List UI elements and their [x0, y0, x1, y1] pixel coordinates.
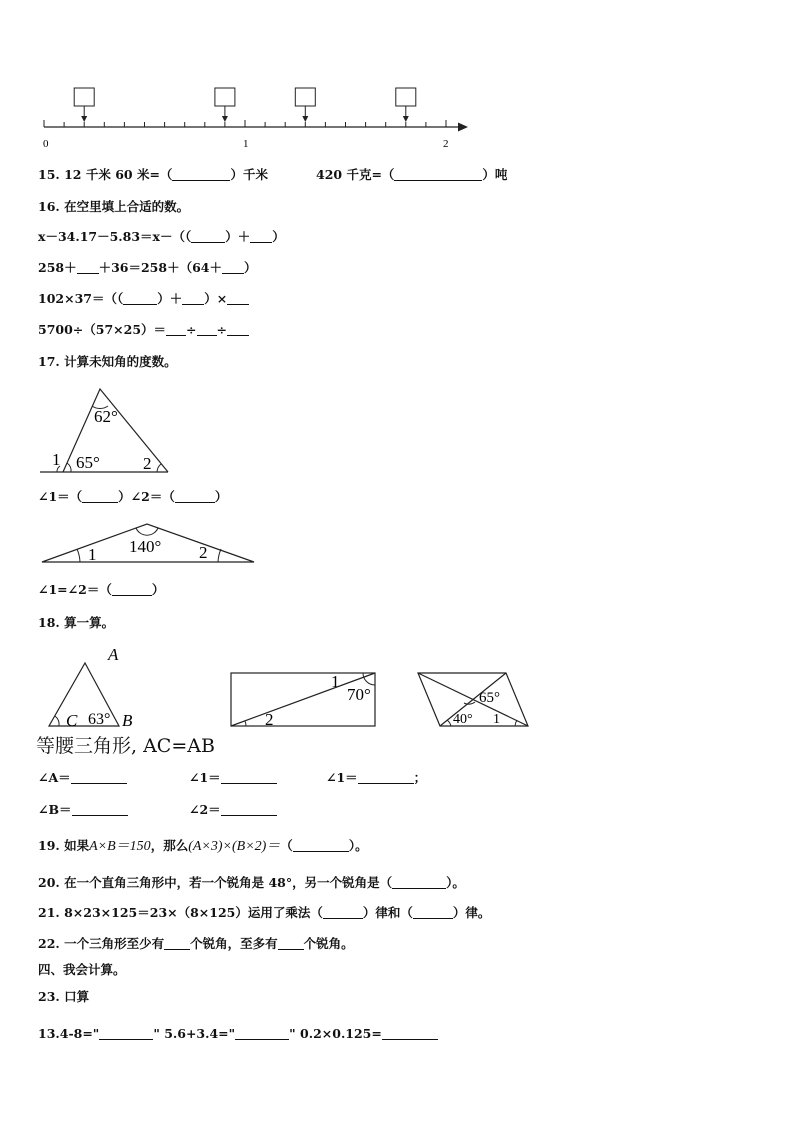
rectangle-figure: [228, 670, 388, 740]
q17-answer-1: [38, 489, 227, 505]
q16-line-4-text: ÷: [186, 322, 197, 337]
angle-label-63: 63°: [88, 711, 111, 728]
answer-blank[interactable]: [77, 261, 99, 274]
angle-label-1: 1: [52, 450, 61, 469]
triangle-figure-2: [0, 518, 260, 568]
q23-text: 13.4-8=": [38, 1026, 100, 1041]
answer-blank[interactable]: [227, 292, 249, 305]
q15-part1-suffix: ）千米: [230, 167, 268, 182]
angle-label-62: 62°: [94, 407, 118, 426]
q19-text: （: [280, 838, 293, 853]
answer-blank[interactable]: [123, 292, 157, 305]
q18-answer-1-rect: [189, 770, 277, 786]
question-23: [38, 989, 89, 1005]
answer-blank[interactable]: [323, 906, 363, 919]
number-line-answer-box[interactable]: [295, 88, 315, 122]
answer-blank[interactable]: [358, 771, 414, 784]
answer-blank[interactable]: [164, 937, 190, 950]
question-prompt: 算一算。: [64, 615, 115, 630]
question-number: 15.: [38, 167, 60, 182]
answer-blank[interactable]: [175, 490, 215, 503]
q17-answer-text: ）∠2＝（: [118, 489, 175, 504]
q19-text: 如果: [64, 838, 90, 853]
angle-label-70: 70°: [347, 685, 371, 704]
question-prompt: 在空里填上合适的数。: [64, 199, 190, 214]
number-line-answer-box[interactable]: [396, 88, 416, 122]
question-number: 22.: [38, 936, 60, 951]
question-number: 21.: [38, 905, 60, 920]
angle-label-2: 2: [143, 454, 152, 473]
answer-blank[interactable]: [191, 230, 225, 243]
answer-blank[interactable]: [112, 583, 152, 596]
q17-answer-text: ∠1=∠2＝（: [38, 582, 112, 597]
q16-line-2-text: ）: [243, 260, 257, 275]
q18-answer-text: ；: [413, 770, 427, 785]
question-21: [38, 905, 490, 921]
q16-line-1-text: x－34.17－5.83＝x－（（: [38, 229, 192, 244]
number-line-answer-box[interactable]: [74, 88, 94, 122]
q16-line-3-text: 102×37＝（（: [38, 291, 124, 306]
q18-answer-1-para: [326, 770, 426, 786]
q16-line-1: [38, 229, 285, 245]
q21-text: ）律和（: [362, 905, 413, 920]
answer-blank[interactable]: [394, 168, 482, 181]
answer-blank[interactable]: [278, 937, 304, 950]
triangle-figure-1: [0, 385, 200, 485]
q18-answer-text: ∠1＝: [326, 770, 358, 785]
q16-line-2-text: 258＋: [38, 260, 77, 275]
question-15-part2: [316, 167, 507, 183]
angle-label-1: 1: [493, 712, 500, 727]
q16-line-1-text: ）＋: [225, 229, 251, 244]
q16-line-3-text: ）×: [204, 291, 228, 306]
angle-label-65: 65°: [76, 453, 100, 472]
answer-blank[interactable]: [382, 1027, 438, 1040]
answer-blank[interactable]: [221, 771, 277, 784]
q21-text: 8×23×125＝23×（8×125）运用了乘法（: [64, 905, 323, 920]
angle-label-1: 1: [331, 672, 340, 691]
question-number: 16.: [38, 199, 60, 214]
q17-answer-text: ）: [151, 582, 165, 597]
vertex-label-a: A: [108, 645, 119, 664]
q18-answer-text: ∠1＝: [189, 770, 221, 785]
q18-answer-a: [38, 770, 127, 786]
q17-answer-2: [38, 582, 164, 598]
angle-label-1: 1: [88, 545, 97, 564]
number-line: [0, 0, 794, 160]
number-line-label-0: 0: [43, 138, 49, 150]
question-15: [38, 167, 268, 183]
q23-text: " 0.2×0.125=: [289, 1026, 382, 1041]
q16-line-3-text: ）＋: [157, 291, 183, 306]
number-line-label-2: 2: [443, 138, 449, 150]
q16-line-1-text: ）: [272, 229, 285, 244]
q16-line-2-text: ＋36＝258＋（64＋: [98, 260, 222, 275]
q19-formula-1: A×B＝150: [89, 839, 151, 854]
isosceles-caption: 等腰三角形, AC=AB: [36, 735, 215, 757]
answer-blank[interactable]: [71, 771, 127, 784]
q22-text: 个锐角，至多有: [190, 936, 278, 951]
q17-answer-text: ）: [214, 489, 228, 504]
q15-part1-prefix: 12 千米 60 米=（: [64, 167, 173, 182]
answer-blank[interactable]: [221, 803, 277, 816]
q23-mental-math-line: [38, 1026, 438, 1042]
answer-blank[interactable]: [82, 490, 118, 503]
angle-label-2: 2: [265, 710, 274, 729]
section-title: 四、我会计算。: [38, 962, 126, 977]
question-18: [38, 615, 114, 631]
question-17: [38, 354, 177, 370]
question-number: 23.: [38, 989, 60, 1004]
q18-answer-2: [189, 802, 277, 818]
q18-answer-b: [38, 802, 128, 818]
answer-blank[interactable]: [182, 292, 204, 305]
q16-line-3: [38, 291, 249, 307]
q20-text: ）。: [446, 875, 465, 890]
answer-blank[interactable]: [72, 803, 128, 816]
q16-line-4-text: 5700÷（57×25）＝: [38, 322, 167, 337]
q23-text: " 5.6+3.4=": [153, 1026, 236, 1041]
answer-blank[interactable]: [99, 1027, 153, 1040]
question-16: [38, 199, 189, 215]
answer-blank[interactable]: [392, 876, 446, 889]
question-19: [38, 838, 368, 855]
angle-label-140: 140°: [129, 537, 162, 556]
answer-blank[interactable]: [293, 839, 349, 852]
question-number: 18.: [38, 615, 60, 630]
number-line-answer-box[interactable]: [215, 88, 235, 122]
question-20: [38, 875, 465, 891]
answer-blank[interactable]: [235, 1027, 289, 1040]
answer-blank[interactable]: [197, 323, 217, 336]
angle-label-65: 65°: [479, 690, 500, 706]
question-prompt: 计算未知角的度数。: [64, 354, 177, 369]
q15-part2-prefix: 420 千克=（: [316, 167, 395, 182]
q16-line-4: [38, 322, 249, 338]
question-number: 20.: [38, 875, 60, 890]
q16-line-4-text: ÷: [216, 322, 227, 337]
q18-answer-text: ∠B＝: [38, 802, 72, 817]
question-prompt: 口算: [64, 989, 90, 1004]
q19-text: ，那么: [150, 838, 189, 853]
vertex-label-c: C: [66, 711, 78, 730]
answer-blank[interactable]: [172, 168, 230, 181]
answer-blank[interactable]: [222, 261, 244, 274]
answer-blank[interactable]: [227, 323, 249, 336]
question-number: 17.: [38, 354, 60, 369]
q16-line-2: [38, 260, 257, 276]
number-line-label-1: 1: [243, 138, 249, 150]
q18-answer-text: ∠A＝: [38, 770, 71, 785]
q19-text: ）。: [348, 838, 368, 853]
parallelogram-figure: [414, 670, 544, 740]
question-22: [38, 936, 354, 952]
q19-formula-2: (A×3)×(B×2)＝: [188, 839, 281, 854]
answer-blank[interactable]: [166, 323, 186, 336]
q18-answer-text: ∠2＝: [189, 802, 221, 817]
angle-label-40: 40°: [453, 712, 473, 727]
q15-part2-suffix: ）吨: [482, 167, 508, 182]
answer-blank[interactable]: [250, 230, 272, 243]
vertex-label-b: B: [122, 711, 133, 730]
q17-answer-text: ∠1＝（: [38, 489, 83, 504]
angle-label-2: 2: [199, 543, 208, 562]
q20-text: 在一个直角三角形中，若一个锐角是 48°，另一个锐角是（: [64, 875, 393, 890]
question-number: 19.: [38, 838, 60, 853]
answer-blank[interactable]: [413, 906, 453, 919]
q22-text: 一个三角形至少有: [64, 936, 165, 951]
q21-text: ）律。: [452, 905, 491, 920]
q22-text: 个锐角。: [303, 936, 354, 951]
isosceles-triangle-figure: [30, 642, 210, 732]
